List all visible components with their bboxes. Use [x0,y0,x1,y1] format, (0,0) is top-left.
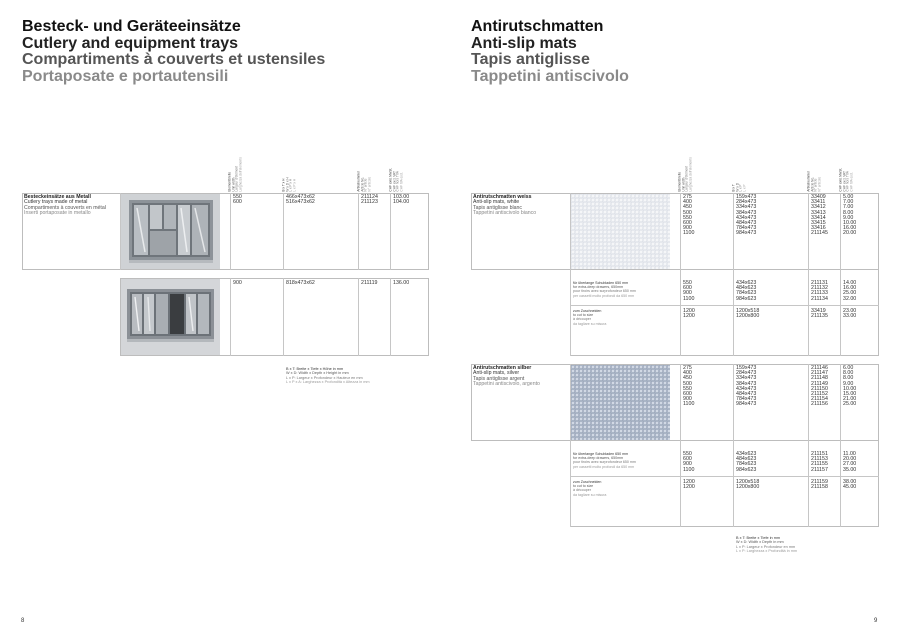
right-header-width: Elementbreite Unit width Largeur d'élément Larghezza dell'elemento [677,157,693,192]
white-r2-dims: 434x623 484x623 784x623 984x623 [736,280,757,302]
silver-r1-dims: 159x473 284x473 334x473 384x473 434x473 484x473 784x473 984x473 [736,365,757,408]
white-deep-drawer-label: für überlange Schubladen 650 mm for extra-deep drawers, 650mm pour tiroirs avec surprofondeur 650 mm per cassetti molto profondi da 650 mm [573,281,636,298]
silver-r2-prices: 11.00 20.00 27.00 35.00 [843,451,857,473]
right-title-en: Anti-slip mats [471,34,577,52]
left-dimension-note: B x T: Breite x Tiefe x Höhe in mm W x D: Width x Depth x Height in mm L x P: Largeur x Profondeur x Hauteur en mm L x P x A: Larghezza x Profondità x Altezza in mm [286,367,370,385]
right-page-titles [471,19,629,85]
white-r2-articles: 211131 211132 211133 211134 [811,280,828,302]
white-r3-widths: 1200 1200 [683,308,695,320]
white-r3-dims: 1200x518 1200x800 [736,308,760,320]
white-cut-to-size-label: zum Zuschneiden to cut to size à découper da tagliare su misura [573,309,607,326]
silver-r2-widths: 550 600 900 1100 [683,451,695,473]
white-r2-widths: 550 600 900 1100 [683,280,695,302]
left-page-number: 8 [21,618,25,624]
white-r1-widths: 275 400 450 500 550 600 900 1100 [683,194,695,237]
left-header-article: Artikelnummer Article No. N° article N° articolo [356,171,372,192]
silver-mat-label: Antirutschmatten silber Anti-slip mats, silver Tapis antiglisse argent Tappetini antiscivolo, argento [473,365,540,388]
left-title-de: Besteck- und Geräteeinsätze [22,18,241,35]
white-mat-label: Antirutschmatten weiss Anti-slip mats, white Tapis antiglisse blanc Tappetini antiscivolo bianco [473,194,537,217]
silver-r3-widths: 1200 1200 [683,479,695,491]
white-r2-prices: 14.00 16.00 25.00 32.00 [843,280,857,302]
left-title-it: Portaposate e portautensili [22,67,229,85]
cutlery-tray-image-1 [121,194,220,269]
right-title-it: Tappetini antiscivolo [471,67,629,85]
white-r3-prices: 23.00 33.00 [843,308,857,320]
right-dimension-note: B x T: Breite x Tiefe in mm W x D: Width x Depth in mm L x P: Largeur x Profondeur en mm L x P: Larghezza x Profondità in mm [736,536,798,554]
right-title-fr: Tapis antiglisse [471,51,590,68]
silver-r2-dims: 434x623 484x623 784x623 984x623 [736,451,757,473]
white-mat-image [571,194,670,269]
left-r1-widths: 550 600 [233,194,242,206]
silver-r3-articles: 211159 211158 [811,479,828,491]
silver-r1-articles: 211146 211147 211148 211149 211150 211152 211154 211156 [811,365,828,408]
right-title-de: Antirutschmatten [471,18,604,35]
left-r1-articles: 211124 211123 [361,194,378,206]
silver-cut-to-size-label: zum Zuschneiden to cut to size à découper da tagliare su misura [573,480,607,497]
silver-r1-widths: 275 400 450 500 550 600 900 1100 [683,365,695,408]
white-r3-articles: 33419 211135 [811,308,828,320]
left-r2-widths: 900 [233,280,242,286]
right-header-article: Artikelnummer Article No. N° article N° articolo [806,171,822,192]
white-r1-prices: 5.00 7.00 7.00 8.00 9.00 10.00 16.00 20.00 [843,194,857,237]
silver-deep-drawer-label: für überlange Schubladen 650 mm for extra-deep drawers, 650mm pour tiroirs avec surprofondeur 650 mm per cassetti molto profondi da 650 mm [573,452,636,469]
left-r1-prices: 103.00 104.00 [393,194,410,206]
silver-r1-prices: 6.00 8.00 8.00 9.00 10.00 15.00 21.00 25.00 [843,365,857,408]
silver-r2-articles: 211151 211153 211155 211157 [811,451,828,473]
right-header-dimensions: B x T W x D L x P L x P [731,183,747,192]
silver-r3-prices: 38.00 45.00 [843,479,857,491]
left-title-en: Cutlery and equipment trays [22,34,239,52]
cutlery-tray-image-2 [121,279,220,355]
left-r2-dims: 818x473x62 [286,280,315,286]
left-product-label: Besteckeinsätze aus Metall Cutlery trays made of metal Compartiments à couverts en métal Inserti portaposate in metallo [24,194,106,217]
right-header-price: CHF exkl. MwSt. CHF excl. VAT CHF hors TVA CHF IVA escl. [838,168,854,192]
white-r1-articles: 33409 33411 33412 33413 33414 33415 33416 211145 [811,194,828,237]
silver-r3-dims: 1200x518 1200x800 [736,479,760,491]
left-title-fr: Compartiments à couverts et ustensiles [22,51,326,68]
left-page-titles [22,19,325,85]
silver-mat-image [571,365,670,440]
left-r2-articles: 211119 [361,280,378,286]
left-header-width: Elementbreite Unit width Largeur d'élément Larghezza dell'elemento [227,157,243,192]
left-r1-dims: 466x473x62 516x473x62 [286,194,315,206]
left-r2-prices: 136.00 [393,280,410,286]
left-header-price: CHF exkl. MwSt. CHF excl. VAT CHF hors TVA CHF IVA escl. [388,168,404,192]
white-r1-dims: 159x473 284x473 334x473 384x473 434x473 484x473 784x473 984x473 [736,194,757,237]
left-header-dimensions: B x T x H W x D x H L x P x H L x P x H [281,177,297,192]
right-page-number: 9 [874,618,878,624]
